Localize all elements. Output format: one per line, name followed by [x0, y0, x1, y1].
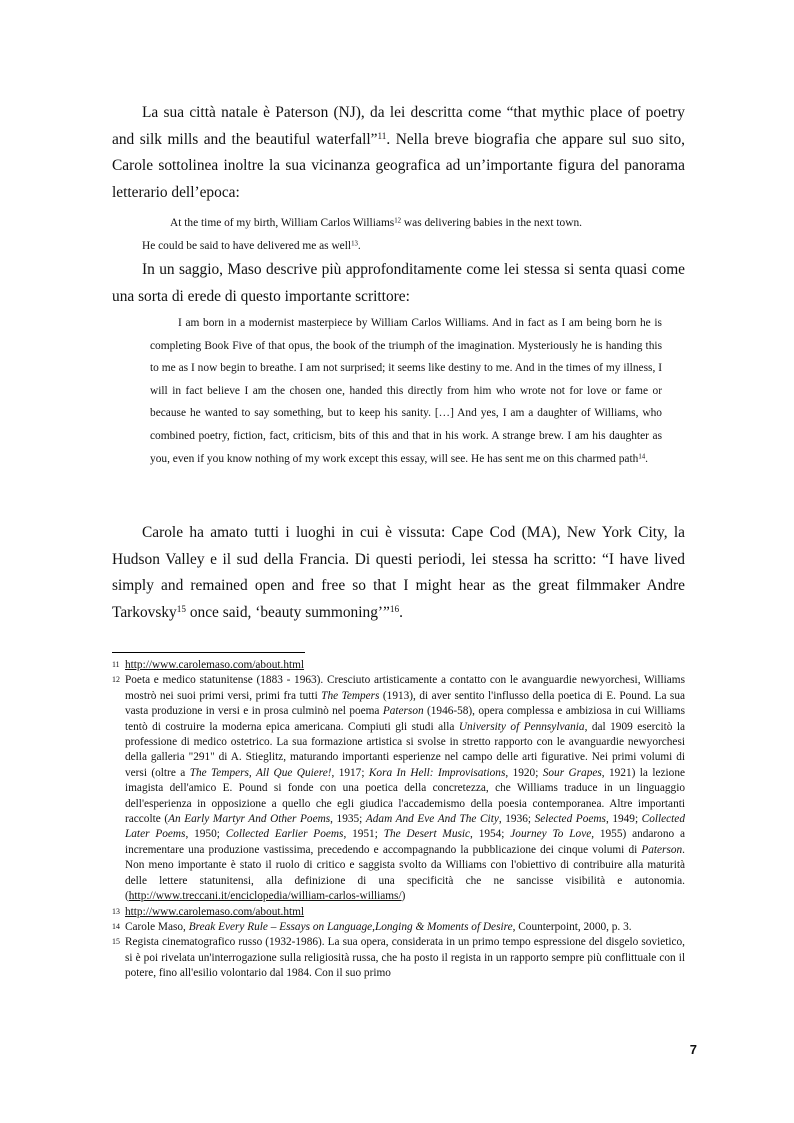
- footnote-number: 14: [112, 921, 120, 931]
- footnote-15: [112, 935, 685, 981]
- footnote-number: 13: [112, 906, 120, 916]
- quote-text: He could be said to have delivered me as well: [142, 240, 352, 252]
- footnote-text: , 1949;: [605, 813, 642, 826]
- footnote-number: 12: [112, 675, 120, 685]
- paragraph-essay: [112, 257, 685, 310]
- footnote-12: [112, 673, 685, 904]
- footnote-text: Poeta e medico statunitense (1883 - 1963). Cresciuto artisticamente a contatto con le avanguardie newyorchesi, Williams mostrò nei suoi primi versi, primi fra tutti: [125, 674, 685, 702]
- paragraph-text: . Nella breve biografia che appare sul suo sito, Carole sottolinea inoltre la sua vicinanza geografica ad un’importante figura del panorama letterario dell’epoca:: [112, 130, 685, 201]
- footnote-ref[interactable]: 16: [389, 603, 400, 614]
- quote-text: was delivering babies in the next town.: [401, 217, 583, 229]
- footnote-text: Carole Maso,: [125, 920, 189, 933]
- footnote-11: [112, 658, 685, 673]
- footnote-title: Kora In Hell: Improvisations: [368, 766, 506, 779]
- block-quote-williams: [150, 312, 662, 470]
- footnote-title: Paterson: [382, 705, 424, 718]
- footnote-text: , 1917;: [331, 766, 369, 779]
- footnote-text: , Counterpoint, 2000, p. 3.: [512, 920, 632, 933]
- block-quote-birth: [142, 212, 662, 258]
- footnote-title: University of Pennsylvania: [458, 720, 585, 733]
- footnote-text: , 1950;: [185, 828, 226, 841]
- footnote-text: , 1936;: [498, 813, 535, 826]
- footnote-title: The Tempers, All Que Quiere!: [189, 766, 332, 779]
- footnote-title: The Desert Music: [383, 828, 471, 841]
- footnote-title: Selected Poems: [534, 813, 606, 826]
- quote-text: I am born in a modernist masterpiece by William Carlos Williams. And in fact as I am being born he is completing Book Five of that opus, the book of the triumph of the imagination. Mysteriously he is handing this to me as I now begin to breathe. I am not surprised; it seems like destiny to me. And in the times of my illness, I will in fact believe I am the chosen one, handed this directly from him who wrote not for love or fame or because he wanted to say something, but to keep his sanity. […] And yes, I am a daughter of Williams, who combined poetry, fiction, fact, criticism, bits of this and that in his work. A strange brew. I am his daughter as you, even if you know nothing of my work except this essay, will see. He has sent me on this charmed path: [150, 317, 662, 465]
- footnote-title: Sour Grapes: [542, 766, 602, 779]
- footnotes: [112, 658, 685, 982]
- footnote-number: 15: [112, 937, 120, 947]
- footnote-separator: [112, 652, 305, 653]
- footnote-text: Regista cinematografico russo (1932-1986). La sua opera, considerata in un primo tempo espressione del disgelo sovietico, si è poi rivelata un'interrogazione sulla religiosità russa, che ha posto il regista in un rapporto sempre più conflittuale con il potere, fino all'esilio volontario dal 1984. Con il suo primo: [125, 936, 685, 980]
- paragraph-places: [112, 520, 685, 626]
- footnote-link[interactable]: http://www.carolemaso.com/about.html: [125, 905, 305, 918]
- page-number: 7: [689, 1042, 697, 1057]
- footnote-link[interactable]: http://www.treccani.it/enciclopedia/william-carlos-williams/: [128, 890, 402, 903]
- footnote-13: [112, 905, 685, 920]
- footnote-number: 11: [112, 660, 120, 669]
- footnote-text: , 1955) andarono a incrementare una produzione vastissima, precedendo e accompagnando la pubblicazione dei cinque volumi di: [125, 828, 685, 856]
- footnote-text: (1913), di aver sentito l'influsso della poetica di E. Pound. La sua vasta produzione in versi e in prosa culminò nel poema: [125, 689, 685, 718]
- footnote-text: , 1954;: [470, 828, 511, 841]
- footnote-title: Collected Later Poems: [125, 813, 685, 841]
- footnote-title: Paterson: [641, 843, 683, 856]
- paragraph-birthplace: [112, 100, 685, 206]
- footnote-title: Adam And Eve And The City: [365, 813, 499, 826]
- footnote-ref[interactable]: 12: [394, 217, 402, 225]
- footnote-title: Break Every Rule – Essays on Language,Longing & Moments of Desire: [188, 920, 513, 933]
- footnote-text: ): [401, 890, 406, 903]
- paragraph-text: once said, ‘beauty summoning’”: [185, 603, 390, 621]
- footnote-ref[interactable]: 11: [377, 130, 387, 141]
- footnote-title: Journey To Love: [510, 828, 592, 841]
- paragraph-text: .: [399, 603, 403, 621]
- footnote-title: Collected Earlier Poems: [225, 828, 344, 841]
- footnote-14: [112, 920, 685, 935]
- footnote-title: An Early Martyr And Other Poems: [168, 813, 331, 826]
- footnote-text: , 1921) la lezione imagista dell'amico E. Pound si fonde con una poetica della concretezza, che Williams traduce in un linguaggio dell'esperienza in opposizione a quello che egli giudica l'accademismo della poesia contemporanea. Altre importanti raccolte (: [125, 766, 685, 826]
- footnote-ref[interactable]: 13: [351, 240, 358, 248]
- quote-text: .: [357, 240, 361, 252]
- quote-text: .: [645, 452, 649, 465]
- footnote-text: , dal 1909 esercitò la professione di medico ostetrico. La sua formazione artistica si svolse in stretto rapporto con le avanguardie newyorchesi della galleria "291" di A. Stieglitz, maturando importanti esperienze nel campo delle arti figurative. Nei primi volumi di versi (oltre a: [125, 720, 686, 779]
- footnote-text: , 1920;: [505, 766, 543, 779]
- footnote-text: . Non meno importante è stato il ruolo di critico e saggista svolto da Williams con l'obiettivo di contribuire alla maturità delle lettere statunitensi, alla definizione di una specificità che ne sancisse visibilità e autonomia. (: [125, 843, 685, 903]
- paragraph-text: Carole ha amato tutti i luoghi in cui è vissuta: Cape Cod (MA), New York City, la Hudson Valley e il sud della Francia. Di questi periodi, lei stessa ha scritto: “I have lived simply and remained open and free so that I might hear as the great filmmaker Andre Tarkovsky: [112, 524, 685, 621]
- paragraph-text: La sua città natale è Paterson (NJ), da lei descritta come “that mythic place of poetry and silk mills and the beautiful waterfall”: [112, 104, 685, 148]
- footnote-link[interactable]: http://www.carolemaso.com/about.html: [125, 659, 305, 671]
- footnote-text: (1946-58), opera complessa e ambiziosa in cui Williams tentò di costruire la moderna epica americana. Compiuti gli studi alla: [125, 705, 685, 733]
- footnote-text: , 1935;: [330, 813, 366, 826]
- footnote-text: , 1951;: [343, 828, 384, 841]
- paragraph-text: In un saggio, Maso descrive più approfonditamente come lei stessa si senta quasi come una sorta di erede di questo importante scrittore:: [112, 261, 685, 305]
- footnote-ref[interactable]: 15: [176, 603, 186, 614]
- footnote-ref[interactable]: 14: [638, 452, 646, 460]
- footnote-title: The Tempers: [321, 689, 380, 702]
- quote-text: At the time of my birth, William Carlos Williams: [170, 217, 395, 229]
